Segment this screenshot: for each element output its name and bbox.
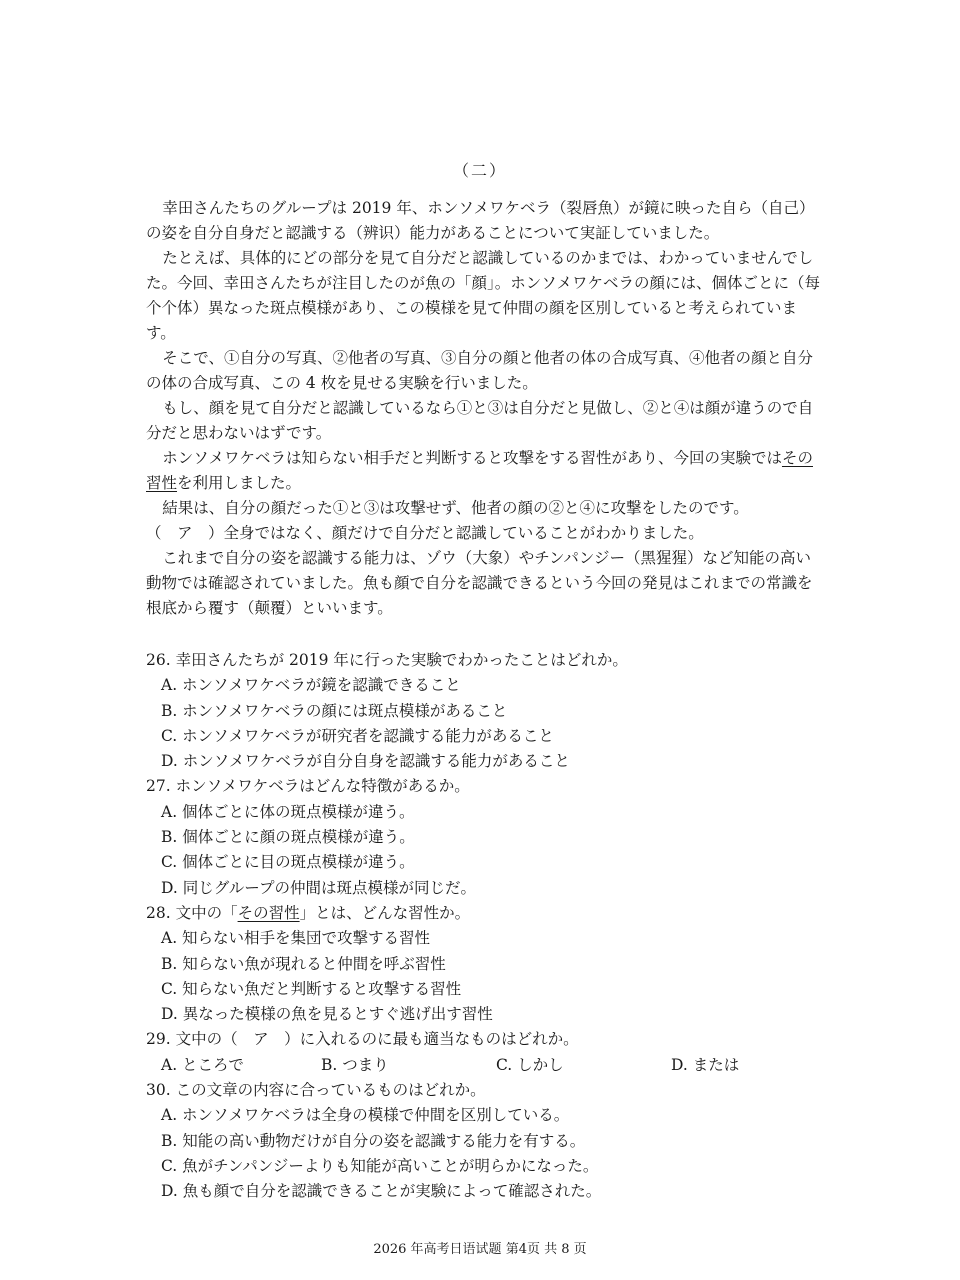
option-d: D. または (671, 1055, 740, 1074)
option-d: D. 異なった模様の魚を見るとすぐ逃げ出す習性 (161, 1005, 493, 1024)
stem-text: 」とは、どんな習性か。 (299, 903, 471, 922)
question-29 (146, 1027, 826, 1078)
underlined-phrase: その習性 (146, 449, 813, 492)
passage-paragraph-8: これまで自分の姿を認識する能力は、ゾウ（大象）やチンパンジー（黑猩猩）など知能の高い動物では確認されていました。魚も顔で自分を認識できるという今回の発見はこれまでの常識を根底から覆す（颠覆）といいます。 (146, 549, 813, 617)
option-b: B. 知能の高い動物だけが自分の姿を認識する能力を有する。 (161, 1131, 586, 1150)
inline-options (146, 1053, 826, 1078)
option-c: C. しかし (496, 1055, 564, 1074)
option-c: C. ホンソメワケベラが研究者を認識する能力があること (161, 726, 554, 745)
option-b: B. ホンソメワケベラの顔には斑点模様があること (161, 701, 508, 720)
reading-passage (146, 196, 826, 621)
passage-paragraph-7: （ ア ）全身ではなく、顔だけで自分だと認識していることがわかりました。 (146, 524, 704, 542)
question-stem: 26. 幸田さんたちが 2019 年に行った実験でわかったことはどれか。 (146, 651, 628, 669)
question-28 (146, 901, 826, 1027)
option-a: A. ホンソメワケベラは全身の模様で仲間を区別している。 (161, 1106, 570, 1125)
passage-paragraph-3: そこで、①自分の写真、②他者の写真、③自分の顔と他者の体の合成写真、④他者の顔と自分の体の合成写真、この 4 枚を見せる実験を行いました。 (146, 349, 813, 392)
option-d: D. 魚も顔で自分を認識できることが実験によって確認された。 (161, 1182, 602, 1201)
option-b: B. つまり (321, 1055, 389, 1074)
question-30 (146, 1078, 826, 1204)
passage-paragraph-5 (146, 446, 826, 496)
passage-text: を利用しました。 (177, 474, 302, 492)
section-title: （二） (452, 161, 507, 180)
option-a: A. ところで (161, 1055, 244, 1074)
option-c: C. 知らない魚だと判断すると攻撃する習性 (161, 979, 462, 998)
option-b: B. 知らない魚が現れると仲間を呼ぶ習性 (161, 954, 446, 973)
question-stem: 29. 文中の（ ア ）に入れるのに最も適当なものはどれか。 (146, 1030, 579, 1049)
question-list (146, 648, 826, 1205)
question-stem: 30. この文章の内容に合っているものはどれか。 (146, 1081, 486, 1100)
question-27 (146, 774, 826, 900)
option-d: D. ホンソメワケベラが自分自身を認識する能力があること (161, 752, 570, 771)
option-c: C. 個体ごとに目の斑点模様が違う。 (161, 853, 415, 872)
passage-paragraph-4: もし、顔を見て自分だと認識しているなら①と③は自分だと見做し、②と④は顔が違うので自分だと思わないはずです。 (146, 399, 814, 442)
option-a: A. 個体ごとに体の斑点模様が違う。 (161, 802, 415, 821)
option-d: D. 同じグループの仲間は斑点模様が同じだ。 (161, 878, 476, 897)
passage-paragraph-1: 幸田さんたちのグループは 2019 年、ホンソメワケベラ（裂唇魚）が鏡に映った自ら（自己）の姿を自分自身だと認識する（辨识）能力があることについて実証していました。 (146, 199, 815, 242)
passage-text: ホンソメワケベラは知らない相手だと判断すると攻撃をする習性があり、今回の実験では (162, 449, 782, 467)
question-stem: 27. ホンソメワケベラはどんな特徴があるか。 (146, 777, 470, 796)
option-b: B. 個体ごとに顔の斑点模様が違う。 (161, 828, 415, 847)
passage-paragraph-2: たとえば、具体的にどの部分を見て自分だと認識しているのかまでは、わかっていませんでした。今回、幸田さんたちが注目したのが魚の「顔」。ホンソメワケベラの顔には、個体ごとに（每个个体）異なった斑点模様があり、この模様を見て仲間の顔を区別していると考えられています。 (146, 249, 820, 342)
underlined-phrase: その習性 (237, 903, 300, 922)
stem-text: 28. 文中の「 (146, 903, 238, 922)
page-footer: 2026 年高考日语试题 第4页 共 8 页 (373, 1242, 587, 1257)
option-a: A. 知らない相手を集団で攻撃する習性 (161, 929, 431, 948)
passage-paragraph-6: 結果は、自分の顔だった①と③は攻撃せず、他者の顔の②と④に攻撃をしたのです。 (162, 499, 749, 517)
option-a: A. ホンソメワケベラが鏡を認識できること (161, 676, 461, 695)
option-c: C. 魚がチンパンジーよりも知能が高いことが明らかになった。 (161, 1156, 599, 1175)
question-stem (146, 901, 826, 926)
question-26 (146, 648, 826, 774)
